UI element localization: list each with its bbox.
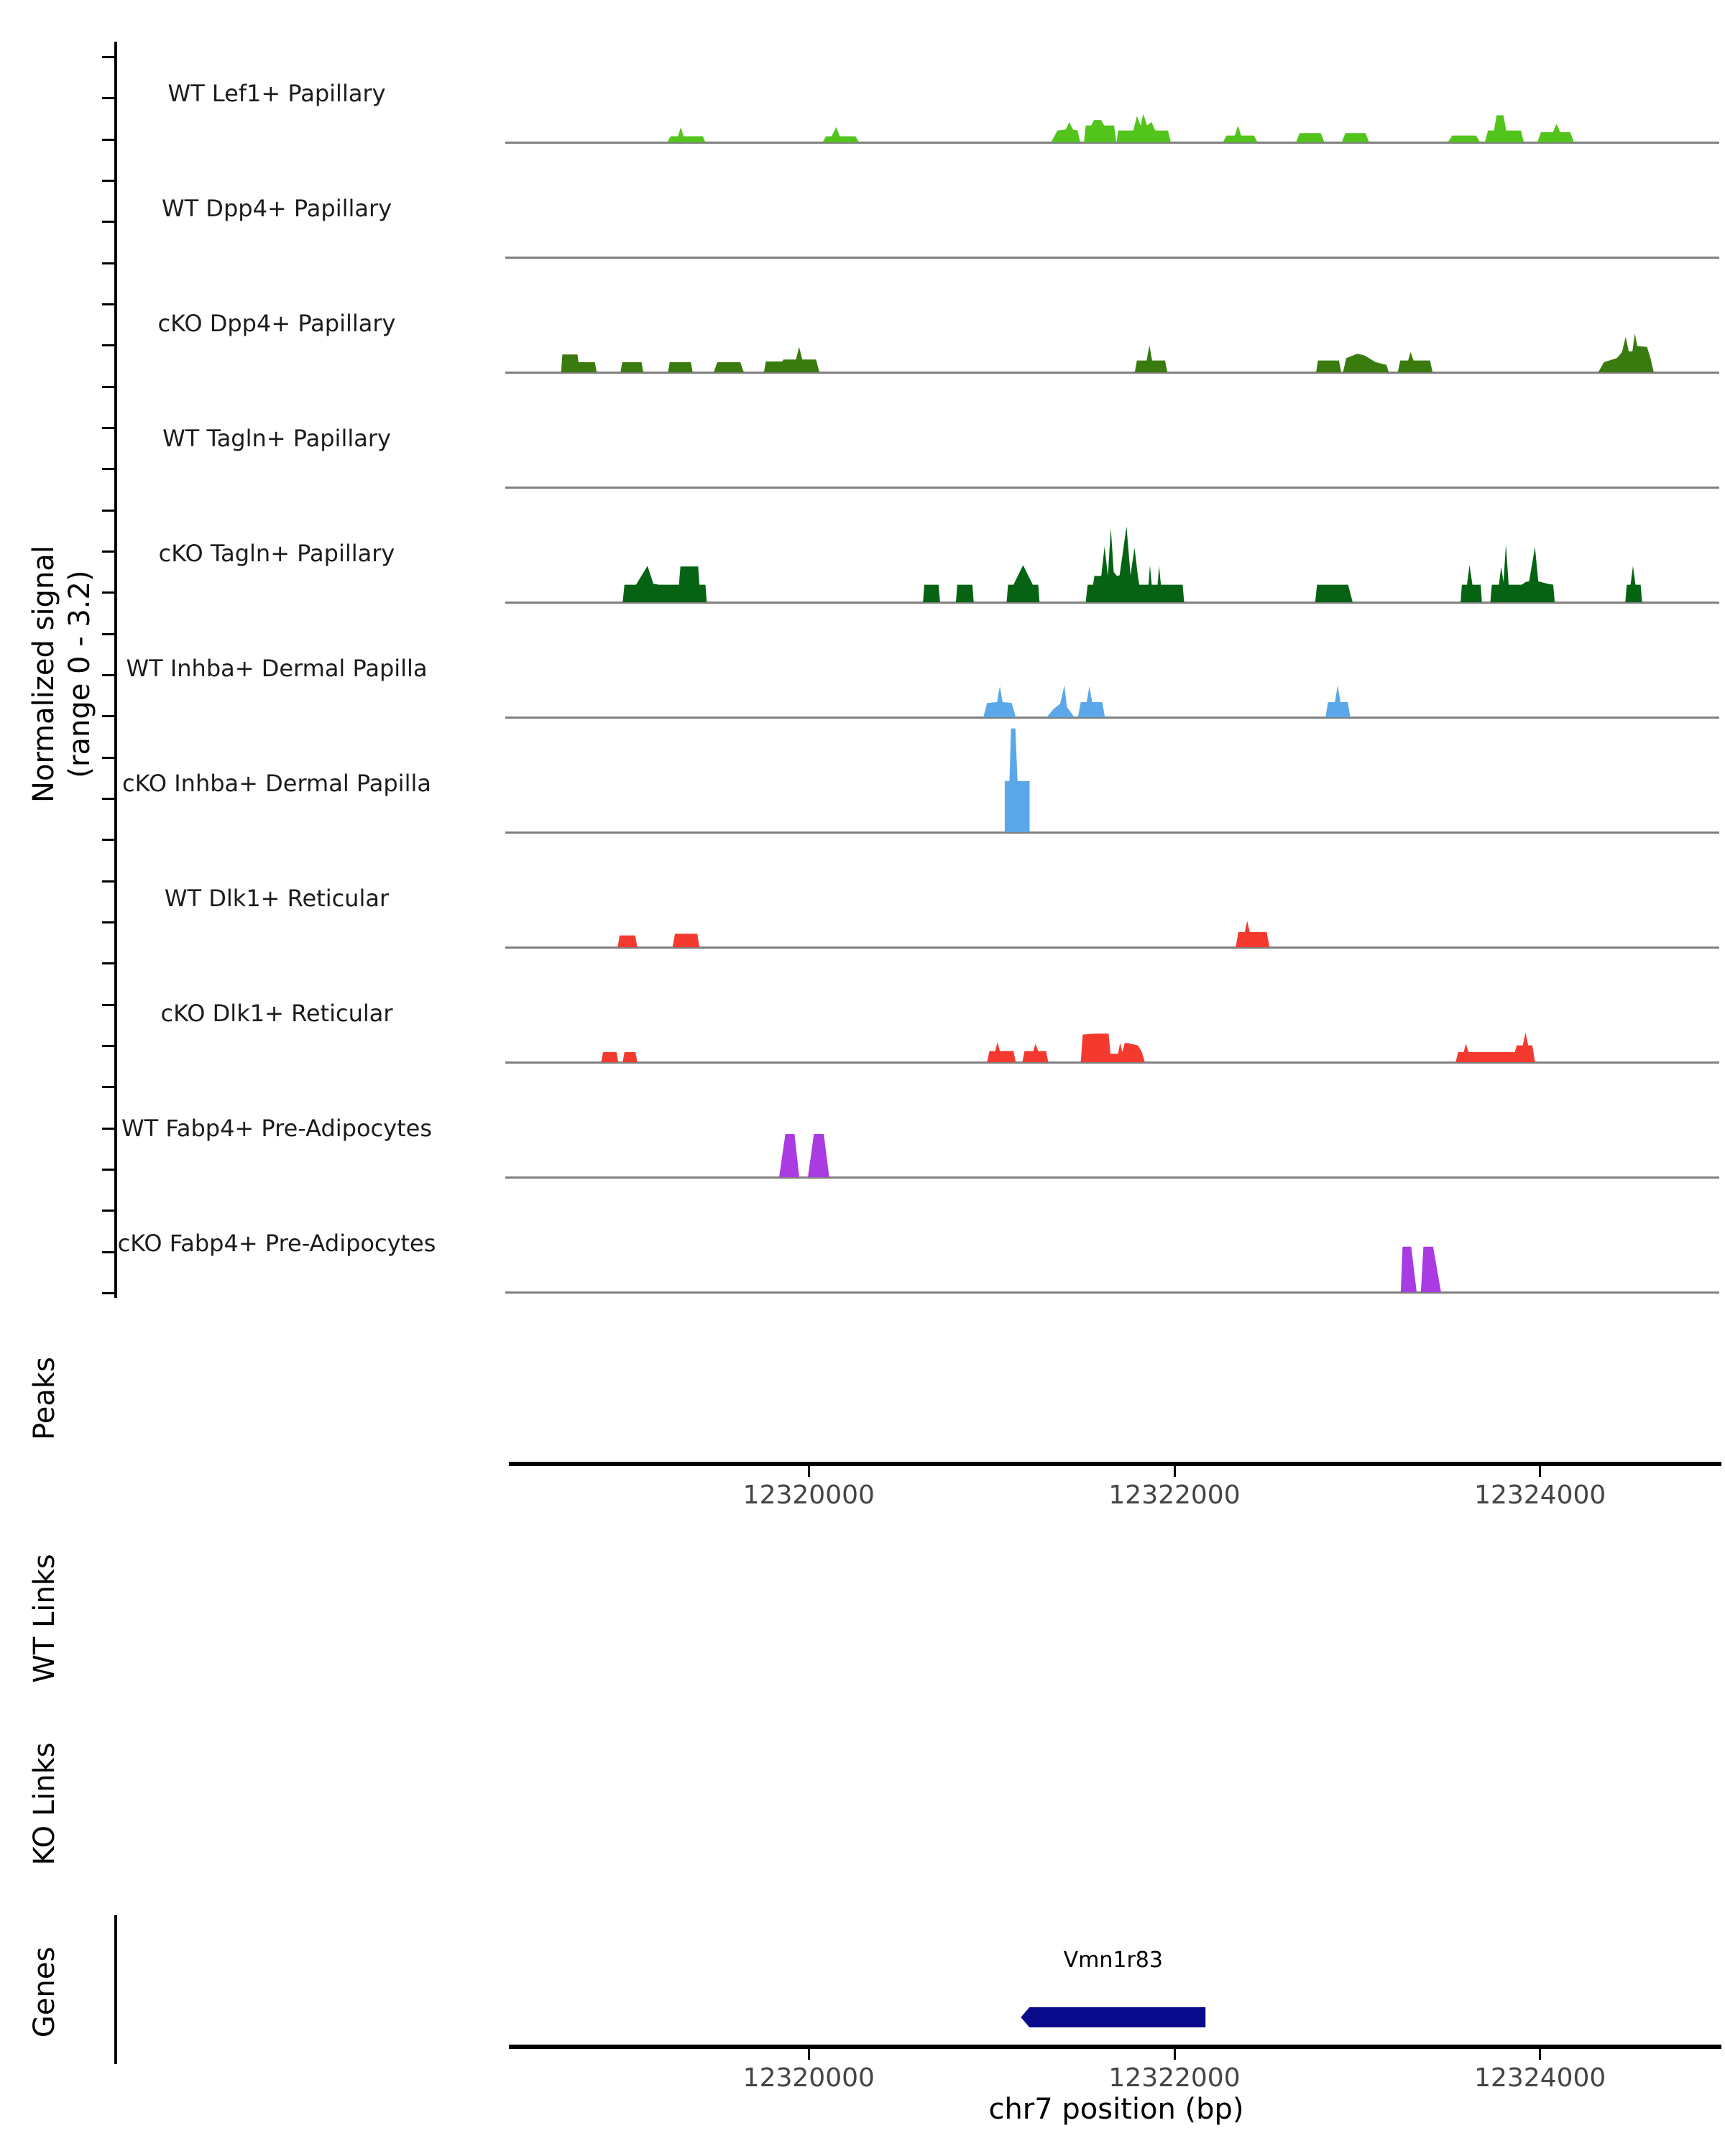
- signal-peak: [1316, 361, 1341, 372]
- signal-peak: [1491, 544, 1555, 602]
- signal-peak: [956, 585, 974, 602]
- signal-peak: [1081, 1033, 1145, 1062]
- track-signal: [505, 379, 1719, 489]
- y-axis-label-line2: (range 0 - 3.2): [63, 570, 96, 778]
- track-label: cKO Tagln+ Papillary: [158, 540, 395, 567]
- signal-axis-tick: [102, 1292, 115, 1294]
- signal-peak: [1022, 1044, 1048, 1062]
- signal-peak: [1315, 585, 1353, 602]
- signal-axis-tick: [102, 1128, 115, 1130]
- signal-peak: [987, 1042, 1016, 1062]
- track-signal: [505, 34, 1719, 144]
- peaks-axis-tick-label: 12320000: [742, 1480, 875, 1510]
- signal-axis-tick: [102, 510, 115, 512]
- signal-peak: [1296, 133, 1325, 142]
- track-signal: [505, 494, 1719, 604]
- track-label: WT Lef1+ Papillary: [167, 80, 386, 107]
- genome-axis-tick: [1539, 2049, 1541, 2060]
- signal-peak: [808, 1134, 829, 1177]
- signal-axis-tick: [102, 139, 115, 141]
- signal-peak: [1448, 136, 1480, 142]
- track-signal: [505, 724, 1719, 834]
- signal-axis-tick: [102, 1210, 115, 1212]
- section-label-peaks: Peaks: [28, 1357, 61, 1440]
- signal-peak: [1005, 729, 1030, 832]
- signal-axis-tick: [102, 468, 115, 470]
- peaks-axis-tick: [1539, 1466, 1541, 1477]
- signal-peak: [1084, 120, 1116, 142]
- signal-axis-tick: [102, 180, 115, 182]
- signal-peak: [1343, 354, 1389, 372]
- genome-axis-tick-label: 12320000: [742, 2063, 875, 2093]
- signal-axis-tick: [102, 221, 115, 223]
- signal-peak: [668, 362, 692, 372]
- signal-peak: [764, 347, 819, 372]
- y-axis-label: [26, 545, 98, 803]
- signal-axis-tick: [102, 921, 115, 923]
- genome-axis-tick-label: 12324000: [1474, 2063, 1606, 2093]
- gene-rect: [1021, 2007, 1205, 2027]
- signal-axis-tick: [102, 262, 115, 264]
- signal-axis-tick: [102, 56, 115, 58]
- gene-body: [505, 1998, 1719, 2034]
- signal-peak: [714, 362, 744, 372]
- signal-axis-tick: [102, 97, 115, 99]
- signal-peak: [1117, 114, 1171, 142]
- signal-peak: [1401, 1247, 1417, 1292]
- signal-peak: [1086, 527, 1184, 603]
- gene-name-label: Vmn1r83: [1063, 1948, 1163, 1973]
- signal-peak: [983, 686, 1016, 717]
- signal-axis-tick: [102, 1169, 115, 1171]
- track-signal: [505, 609, 1719, 719]
- signal-axis-tick: [102, 839, 115, 841]
- signal-axis-tick: [102, 344, 115, 346]
- y-axis-label-line1: Normalized signal: [27, 545, 60, 803]
- signal-peak: [617, 936, 637, 947]
- track-label: WT Fabp4+ Pre-Adipocytes: [121, 1115, 432, 1142]
- signal-axis-tick: [102, 880, 115, 883]
- track-label: cKO Inhba+ Dermal Papilla: [122, 770, 431, 797]
- track-label: cKO Dlk1+ Reticular: [160, 1000, 393, 1027]
- signal-peak: [667, 127, 705, 142]
- peaks-axis-tick-label: 12322000: [1108, 1480, 1241, 1510]
- track-label: WT Tagln+ Papillary: [162, 425, 391, 452]
- track-label: WT Dlk1+ Reticular: [164, 885, 390, 912]
- track-signal: [505, 1069, 1719, 1179]
- signal-peak: [1398, 352, 1432, 372]
- peaks-axis-tick: [808, 1466, 810, 1477]
- signal-peak: [1455, 1033, 1535, 1062]
- track-label: WT Dpp4+ Papillary: [161, 195, 392, 222]
- genes-axis-line: [114, 1915, 117, 2064]
- signal-axis-tick: [102, 715, 115, 717]
- signal-axis-tick: [102, 1086, 115, 1088]
- signal-peak: [1135, 346, 1168, 373]
- signal-peak: [1051, 122, 1080, 142]
- track-signal: [505, 1184, 1719, 1294]
- track-signal: [505, 149, 1719, 259]
- signal-peak: [561, 354, 597, 372]
- signal-axis-tick: [102, 1251, 115, 1253]
- signal-axis-tick: [102, 1045, 115, 1047]
- peaks-axis-tick-label: 12324000: [1474, 1480, 1606, 1510]
- signal-axis-tick: [102, 962, 115, 964]
- genome-axis-tick: [808, 2049, 810, 2060]
- peaks-axis-tick: [1174, 1466, 1176, 1477]
- signal-axis-tick: [102, 427, 115, 429]
- signal-axis-tick: [102, 386, 115, 388]
- signal-peak: [622, 1052, 637, 1062]
- signal-peak: [1325, 686, 1351, 718]
- signal-axis-tick: [102, 591, 115, 594]
- signal-peak: [1485, 116, 1524, 143]
- signal-peak: [1007, 565, 1040, 602]
- signal-axis-tick: [102, 633, 115, 635]
- signal-peak: [673, 934, 699, 947]
- signal-peak: [1223, 126, 1257, 142]
- signal-peak: [1625, 566, 1642, 602]
- signal-peak: [923, 585, 940, 602]
- signal-peak: [1342, 133, 1369, 142]
- genome-axis-tick-label: 12322000: [1108, 2063, 1241, 2093]
- x-axis-title: chr7 position (bp): [988, 2093, 1244, 2126]
- signal-axis-tick: [102, 550, 115, 553]
- genome-axis-tick: [1174, 2049, 1176, 2060]
- signal-axis-tick: [102, 303, 115, 305]
- track-label: cKO Fabp4+ Pre-Adipocytes: [117, 1230, 436, 1257]
- signal-peak: [1537, 124, 1574, 142]
- signal-peak: [779, 1134, 799, 1177]
- signal-peak: [620, 362, 643, 372]
- signal-peak: [1236, 921, 1269, 947]
- section-label-ko-links: KO Links: [28, 1742, 61, 1866]
- signal-axis-tick: [102, 674, 115, 676]
- track-label: WT Inhba+ Dermal Papilla: [126, 655, 428, 682]
- signal-axis-tick: [102, 757, 115, 759]
- section-label-genes: Genes: [28, 1946, 61, 2038]
- section-label-wt-links: WT Links: [28, 1554, 61, 1683]
- signal-peak: [1421, 1247, 1441, 1292]
- track-signal: [505, 264, 1719, 374]
- signal-peak: [1046, 686, 1074, 718]
- signal-peak: [1078, 686, 1105, 717]
- signal-axis-tick: [102, 1004, 115, 1006]
- signal-axis-line: [114, 42, 117, 1298]
- track-label: cKO Dpp4+ Papillary: [157, 310, 396, 337]
- signal-peak: [822, 127, 859, 142]
- track-signal: [505, 839, 1719, 949]
- signal-peak: [602, 1052, 619, 1062]
- track-signal: [505, 954, 1719, 1064]
- signal-peak: [1598, 333, 1654, 372]
- signal-peak: [1460, 565, 1482, 602]
- signal-peak: [622, 566, 707, 602]
- signal-axis-tick: [102, 798, 115, 800]
